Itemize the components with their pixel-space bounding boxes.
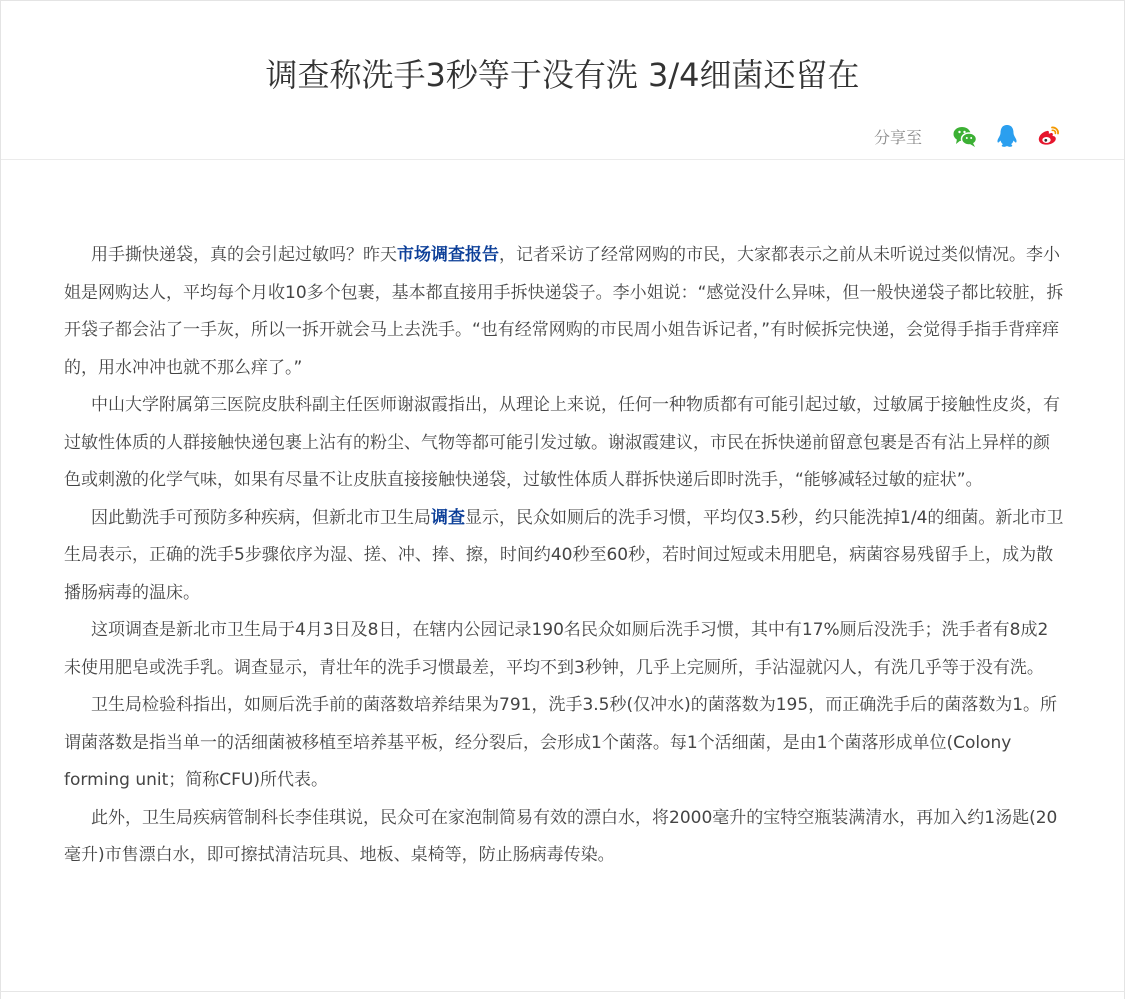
paragraph-5: 卫生局检验科指出，如厕后洗手前的菌落数培养结果为791，洗手3.5秒(仅冲水)的菌落数为195，而正确洗手后的菌落数为1。所谓菌落数是指当单一的活细菌被移植至培养基平板，经分裂后，会形成1个菌落。每1个活细菌，是由1个菌落形成单位(Colony forming unit；简称CFU)所代表。 xyxy=(64,695,1058,790)
paragraph-3-text-b: 显示，民众如厕后的洗手习惯，平均仅3.5秒，约只能洗掉1/4的细菌。新北市卫生局表示，正确的洗手5步骤依序为湿、搓、冲、捧、擦，时间约40秒至60秒，若时间过短或未用肥皂，病菌容易残留手上，成为散播肠病毒的温床。 xyxy=(64,507,1064,603)
wechat-icon[interactable] xyxy=(952,123,978,149)
paragraph-3-text-a: 因此勤洗手可预防多种疾病，但新北市卫生局 xyxy=(91,507,431,528)
market-survey-report-link[interactable]: 市场调查报告 xyxy=(397,245,499,265)
paragraph-3 xyxy=(64,500,1064,613)
article-title: 调查称洗手3秒等于没有洗 3/4细菌还留在 xyxy=(265,56,860,94)
paragraph-1-text-b: ，记者采访了经常网购的市民，大家都表示之前从未听说过类似情况。李小姐是网购达人，平均每个月收10多个包裹，基本都直接用手拆快递袋子。李小姐说：“感觉没什么异味，但一般快递袋子都比较脏，拆开袋子都会沾了一手灰，所以一拆开就会马上去洗手。“也有经常网购的市民周小姐告诉记者，”有时候拆完快递，会觉得手指手背痒痒的，用水冲冲也就不那么痒了。” xyxy=(64,245,1064,378)
paragraph-2: 中山大学附属第三医院皮肤科副主任医师谢淑霞指出，从理论上来说，任何一种物质都有可能引起过敏，过敏属于接触性皮炎，有过敏性体质的人群接触快递包裹上沾有的粉尘、气物等都可能引发过敏。谢淑霞建议，市民在拆快递前留意包裹是否有沾上异样的颜色或刺激的化学气味，如果有尽量不让皮肤直接接触快递袋，过敏性体质人群拆快递后即时洗手，“能够减轻过敏的症状”。 xyxy=(64,395,1060,490)
bottom-divider xyxy=(0,991,1125,992)
paragraph-1-text-a: 用手撕快递袋，真的会引起过敏吗？昨天 xyxy=(91,245,397,265)
paragraph-4: 这项调查是新北市卫生局于4月3日及8日，在辖内公园记录190名民众如厕后洗手习惯，其中有17%厕后没洗手；洗手者有8成2未使用肥皂或洗手乳。调查显示，青壮年的洗手习惯最差，平均不到3秒钟，几乎上完厕所，手沾湿就闪人，有洗几乎等于没有洗。 xyxy=(64,620,1049,678)
survey-link[interactable]: 调查 xyxy=(431,507,465,528)
paragraph-1 xyxy=(64,237,1064,387)
qq-icon[interactable] xyxy=(994,123,1020,149)
share-bar xyxy=(874,122,1062,150)
share-label: 分享至 xyxy=(873,127,922,147)
weibo-icon[interactable] xyxy=(1036,123,1062,149)
article-body xyxy=(64,237,1064,875)
paragraph-6: 此外，卫生局疾病管制科长李佳琪说，民众可在家泡制简易有效的漂白水，将2000毫升的宝特空瓶装满清水，再加入约1汤匙(20毫升)市售漂白水，即可擦拭清洁玩具、地板、桌椅等，防止肠病毒传染。 xyxy=(64,807,1058,865)
article-header xyxy=(1,1,1124,160)
